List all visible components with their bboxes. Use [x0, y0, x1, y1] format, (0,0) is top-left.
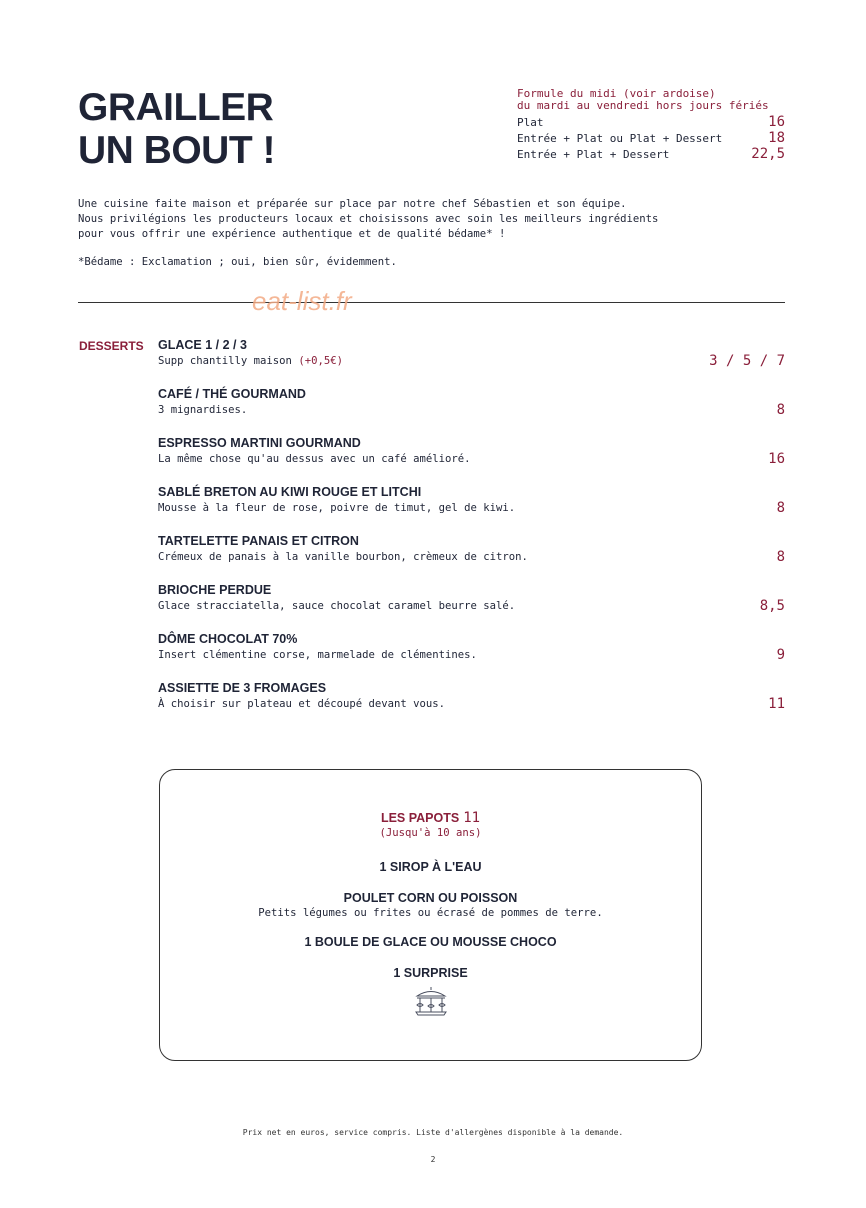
menu-item-supplement: (+0,5€) [298, 355, 343, 367]
kids-menu-drink: 1 SIROP À L'EAU [379, 860, 482, 874]
menu-item-description [158, 353, 785, 369]
bedame-footnote: *Bédame : Exclamation ; oui, bien sûr, évidemment. [78, 256, 397, 268]
menu-item [158, 386, 785, 435]
kids-menu-title: LES PAPOTS [380, 811, 460, 825]
menu-item-name: DÔME CHOCOLAT 70% [158, 632, 298, 646]
menu-item-name: SABLÉ BRETON AU KIWI ROUGE ET LITCHI [158, 485, 422, 499]
formula-row-label: Entrée + Plat ou Plat + Dessert [517, 132, 723, 145]
page-title [78, 86, 275, 172]
formula-heading-1: Formule du midi (voir ardoise) [517, 87, 716, 100]
menu-item-name: GLACE 1 / 2 / 3 [158, 338, 247, 352]
title-line-2: UN BOUT ! [78, 129, 275, 172]
menu-item-name: ASSIETTE DE 3 FROMAGES [158, 681, 327, 695]
menu-item-description: À choisir sur plateau et découpé devant vous. [158, 698, 446, 710]
menu-item-price: 3 / 5 / 7 [709, 353, 785, 369]
title-line-1: GRAILLER [78, 86, 274, 129]
menu-item-price: 8 [776, 500, 785, 516]
menu-item-description: Crémeux de panais à la vanille bourbon, crèmeux de citron. [158, 551, 528, 563]
menu-item-name: ESPRESSO MARTINI GOURMAND [158, 436, 361, 450]
kids-menu-price: 11 [463, 810, 481, 826]
menu-item-description: Insert clémentine corse, marmelade de clémentines. [158, 649, 477, 661]
page-number: 2 [430, 1155, 436, 1164]
kids-menu-dessert: 1 BOULE DE GLACE OU MOUSSE CHOCO [304, 935, 557, 949]
menu-item-description: La même chose qu'au dessus avec un café amélioré. [158, 453, 471, 465]
formula-row-price: 16 [768, 114, 785, 130]
kids-menu-age: (Jusqu'à 10 ans) [379, 827, 482, 839]
dessert-list [158, 337, 785, 729]
formula-row-price: 22,5 [751, 146, 785, 162]
kids-menu-surprise: 1 SURPRISE [393, 966, 468, 980]
kids-menu-header [160, 807, 701, 826]
menu-item [158, 337, 785, 386]
menu-item [158, 533, 785, 582]
menu-item-price: 9 [776, 647, 785, 663]
formula-row [517, 114, 785, 130]
divider [78, 302, 785, 303]
kids-menu-main: POULET CORN OU POISSON [343, 891, 518, 905]
menu-item-name: CAFÉ / THÉ GOURMAND [158, 387, 306, 401]
menu-item [158, 435, 785, 484]
menu-item [158, 582, 785, 631]
menu-item-name: TARTELETTE PANAIS ET CITRON [158, 534, 359, 548]
formula-row-label: Entrée + Plat + Dessert [517, 148, 670, 161]
watermark: eat-list.fr [252, 286, 352, 316]
formula-row [517, 146, 785, 162]
menu-item-description: Glace stracciatella, sauce chocolat caramel beurre salé. [158, 600, 516, 612]
carousel-icon [413, 986, 449, 1018]
formula-row-price: 18 [768, 130, 785, 146]
menu-item [158, 680, 785, 729]
lunch-formula [517, 88, 785, 162]
menu-item-price: 8 [776, 549, 785, 565]
menu-item [158, 484, 785, 533]
footer-note: Prix net en euros, service compris. Liste d'allergènes disponible à la demande. [242, 1128, 624, 1137]
menu-item-name: BRIOCHE PERDUE [158, 583, 272, 597]
intro-line: pour vous offrir une expérience authentique et de qualité bédame* ! [78, 228, 506, 240]
kids-menu-box [159, 769, 702, 1061]
menu-item-description: Mousse à la fleur de rose, poivre de timut, gel de kiwi. [158, 502, 516, 514]
menu-item-price: 11 [768, 696, 785, 712]
kids-menu-main-description: Petits légumes ou frites ou écrasé de pommes de terre. [258, 907, 603, 919]
formula-row-label: Plat [517, 116, 544, 129]
menu-item-description: 3 mignardises. [158, 404, 248, 416]
intro-line: Nous privilégions les producteurs locaux et choisissons avec soin les meilleurs ingrédients [78, 213, 659, 225]
formula-heading-2: du mardi au vendredi hors jours fériés [517, 99, 769, 112]
intro-text [78, 197, 778, 242]
menu-item-price: 8 [776, 402, 785, 418]
menu-item-price: 8,5 [759, 598, 785, 614]
formula-row [517, 130, 785, 146]
menu-item-price: 16 [768, 451, 785, 467]
menu-item [158, 631, 785, 680]
menu-item-description-text: Supp chantilly maison [158, 355, 299, 367]
intro-line: Une cuisine faite maison et préparée sur place par notre chef Sébastien et son équipe. [78, 198, 627, 210]
section-label-desserts: DESSERTS [79, 339, 144, 353]
